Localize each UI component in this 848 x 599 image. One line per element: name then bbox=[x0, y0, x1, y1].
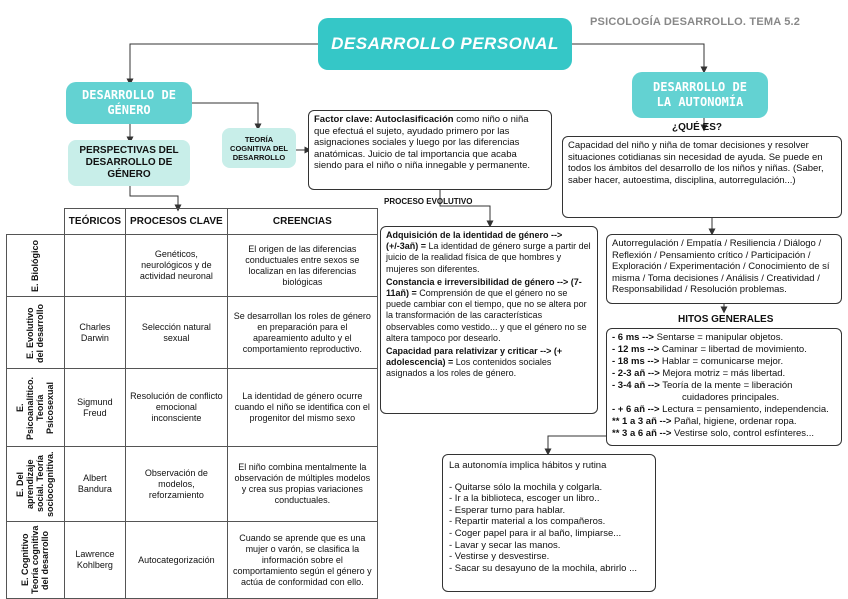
que-es-box: Capacidad del niño y niña de tomar decisiones y resolver situaciones cotidianas sin necesidad de ayuda. Se puede en todos los ámbitos del desarrollo de los niños y niñas. (Saber, saber hacer, autoestima, disciplina, autorregulación...) bbox=[562, 136, 842, 218]
hito-age: ** 1 a 3 añ --> bbox=[612, 416, 672, 427]
rutina-title: La autonomía implica hábitos y rutina bbox=[449, 460, 607, 471]
hitos-generales-label: HITOS GENERALES bbox=[678, 314, 774, 325]
proceso-p3-text: Los contenidos sociales asignados a los roles de género. bbox=[386, 357, 552, 379]
teoria-cognitiva-label: TEORÍA COGNITIVA DEL DESARROLLO bbox=[222, 128, 296, 168]
perspectivas-label: PERSPECTIVAS DEL DESARROLLO DE GÉNERO bbox=[68, 140, 190, 186]
connector-main-genero bbox=[130, 44, 318, 82]
list-item: - Ir a la biblioteca, escoger un libro.. bbox=[449, 493, 600, 505]
hito-line bbox=[612, 380, 836, 392]
creencia-cell: Se desarrollan los roles de género en preparación para el apareamiento adulto y el comportamiento reproductivo. bbox=[227, 297, 377, 369]
proceso-cell: Autocategorización bbox=[126, 522, 228, 599]
row-label-cell bbox=[7, 522, 65, 599]
hito-age: - 3-4 añ --> bbox=[612, 380, 660, 391]
row-label: E. Biológico bbox=[30, 239, 41, 292]
proceso-p2-bold: Constancia e irreversibilidad de género --> (7-11añ) = bbox=[386, 276, 582, 299]
hito-text: cuidadores principales. bbox=[682, 392, 780, 403]
hitos-box bbox=[606, 328, 842, 446]
main-title: DESARROLLO PERSONAL bbox=[318, 18, 572, 70]
table-row bbox=[7, 522, 378, 599]
hito-line bbox=[612, 416, 836, 428]
header-teoricos: TEÓRICOS bbox=[64, 209, 125, 235]
table-row bbox=[7, 369, 378, 447]
proceso-evolutivo-box bbox=[380, 226, 598, 414]
teorico-cell bbox=[64, 235, 125, 297]
proceso-p2-text: Comprensión de que el género no se puede cambiar con el tiempo, que no se altera por la transformación de las características observables como vestido... y que el género no se altera tampoco por desearlo. bbox=[386, 288, 587, 343]
row-label-cell bbox=[7, 297, 65, 369]
factor-clave-box bbox=[308, 110, 552, 190]
hito-line bbox=[612, 356, 836, 368]
row-label-cell bbox=[7, 447, 65, 522]
desarrollo-genero-title bbox=[66, 82, 192, 124]
row-label: E. Del aprendizaje social. Teoría sociocognitiva. bbox=[15, 451, 56, 517]
header-creencias: CREENCIAS bbox=[227, 209, 377, 235]
hito-text: Caminar = libertad de movimiento. bbox=[659, 344, 807, 355]
hito-text: Vestirse solo, control esfínteres... bbox=[671, 428, 814, 439]
row-label: E. Psicoanalítico. Teoría Psicosexual bbox=[15, 375, 56, 440]
proceso-p3-bold: Capacidad para relativizar y criticar --> (+ adolescencia) = bbox=[386, 346, 563, 368]
rutina-box bbox=[442, 454, 656, 592]
table-row bbox=[7, 447, 378, 522]
creencia-cell: La identidad de género ocurre cuando el niño se identifica con el progenitor del mismo sexo bbox=[227, 369, 377, 447]
hito-text: Sentarse = manipular objetos. bbox=[653, 332, 784, 343]
connector-perspectivas-table bbox=[130, 186, 178, 208]
hito-text: Pañal, higiene, ordenar ropa. bbox=[671, 416, 797, 427]
hito-age: ** 3 a 6 añ --> bbox=[612, 428, 672, 439]
connector-genero-teoria bbox=[190, 103, 258, 127]
proceso-p1-bold: Adquisición de la identidad de género --> (+/-3añ) = bbox=[386, 230, 563, 252]
teorico-cell: Albert Bandura bbox=[64, 447, 125, 522]
connector-main-autonomia bbox=[572, 44, 704, 70]
row-label: E. Cognitivo Teoría cognitiva del desarrollo bbox=[20, 525, 51, 595]
proceso-paragraph-3 bbox=[386, 346, 592, 380]
hito-age: - 2-3 añ --> bbox=[612, 368, 660, 379]
row-label-cell bbox=[7, 235, 65, 297]
hito-line bbox=[612, 332, 836, 344]
creencia-cell: Cuando se aprende que es una mujer o varón, se clasifica la información sobre el comportamiento según el género y actúa de conformidad con ello. bbox=[227, 522, 377, 599]
row-label-cell bbox=[7, 369, 65, 447]
autonomia-title-line1: DESARROLLO DE bbox=[653, 80, 747, 94]
factor-clave-text: como niño o niña que efectuá el sujeto, ayudado primero por las asignaciones sociales y luego por las diferencias anatómicas. Juicio de tal importancia que acaba siendo para el niño o niña innegable y permanente. bbox=[314, 114, 531, 172]
table-row bbox=[7, 297, 378, 369]
hito-line bbox=[612, 392, 836, 404]
hito-text: Mejora motriz = más libertad. bbox=[659, 368, 786, 379]
hito-line bbox=[612, 404, 836, 416]
list-item: - Coger papel para ir al baño, limpiarse... bbox=[449, 527, 622, 539]
header-procesos: PROCESOS CLAVE bbox=[126, 209, 228, 235]
list-item: - Lavar y secar las manos. bbox=[449, 539, 561, 551]
proceso-cell: Genéticos, neurológicos y de actividad neuronal bbox=[126, 235, 228, 297]
hito-text: Hablar = comunicarse mejor. bbox=[659, 356, 784, 367]
perspectivas-table bbox=[6, 208, 378, 599]
creencia-cell: El niño combina mentalmente la observación de múltiples modelos y crea sus propias variaciones conductuales. bbox=[227, 447, 377, 522]
hito-line bbox=[612, 368, 836, 380]
subject-header: PSICOLOGÍA DESARROLLO. TEMA 5.2 bbox=[590, 16, 801, 28]
row-label: E. Evolutivo del desarrollo bbox=[25, 302, 46, 363]
conceptos-box: Autorregulación / Empatía / Resiliencia / Diálogo / Reflexión / Pensamiento crítico / Participación / Exploración / Experimentación / Conocimiento de sí misma / Toma decisiones / Análisis / Creatividad / Responsabilidad / Resolución problemas. bbox=[606, 234, 842, 304]
que-es-label: ¿QUÉ ES? bbox=[672, 122, 723, 133]
teorico-cell: Charles Darwin bbox=[64, 297, 125, 369]
proceso-paragraph-2 bbox=[386, 277, 592, 344]
proceso-paragraph-1 bbox=[386, 230, 592, 275]
proceso-cell: Resolución de conflicto emocional inconsciente bbox=[126, 369, 228, 447]
hito-age: - 18 ms --> bbox=[612, 356, 660, 367]
hito-line bbox=[612, 428, 836, 440]
hito-age: - 12 ms --> bbox=[612, 344, 660, 355]
autonomia-title-line2: LA AUTONOMÍA bbox=[656, 95, 744, 109]
desarrollo-autonomia-title bbox=[632, 72, 768, 118]
list-item: - Vestirse y desvestirse. bbox=[449, 551, 550, 563]
teorico-cell: Sigmund Freud bbox=[64, 369, 125, 447]
list-item: - Quitarse sólo la mochila y colgarla. bbox=[449, 481, 603, 493]
teorico-cell: Lawrence Kohlberg bbox=[64, 522, 125, 599]
factor-clave-bold: Factor clave: Autoclasificación bbox=[314, 114, 454, 125]
proceso-p1-text: La identidad de género surge a partir del juicio de la realidad física de que hombres y mujeres son diferentes. bbox=[386, 241, 591, 274]
genero-title-line1: DESARROLLO DE bbox=[82, 88, 176, 102]
table-header-row bbox=[7, 209, 378, 235]
proceso-cell: Observación de modelos, reforzamiento bbox=[126, 447, 228, 522]
proceso-cell: Selección natural sexual bbox=[126, 297, 228, 369]
hito-text: Teoría de la mente = liberación bbox=[659, 380, 793, 391]
list-item: - Sacar su desayuno de la mochila, abrirlo ... bbox=[449, 562, 637, 574]
creencia-cell: El origen de las diferencias conductuales entre sexos se localizan en las diferencias biológicas bbox=[227, 235, 377, 297]
table-row bbox=[7, 235, 378, 297]
hito-line bbox=[612, 344, 836, 356]
list-item: - Esperar turno para hablar. bbox=[449, 504, 566, 516]
list-item: - Repartir material a los compañeros. bbox=[449, 516, 606, 528]
hito-age: - + 6 añ --> bbox=[612, 404, 660, 415]
hito-age: - 6 ms --> bbox=[612, 332, 654, 343]
genero-title-line2: GÉNERO bbox=[107, 103, 151, 117]
proceso-evolutivo-label: PROCESO EVOLUTIVO bbox=[384, 197, 473, 206]
connector-factor-proceso bbox=[440, 190, 490, 224]
hito-text: Lectura = pensamiento, independencia. bbox=[659, 404, 829, 415]
table-corner bbox=[7, 209, 65, 235]
